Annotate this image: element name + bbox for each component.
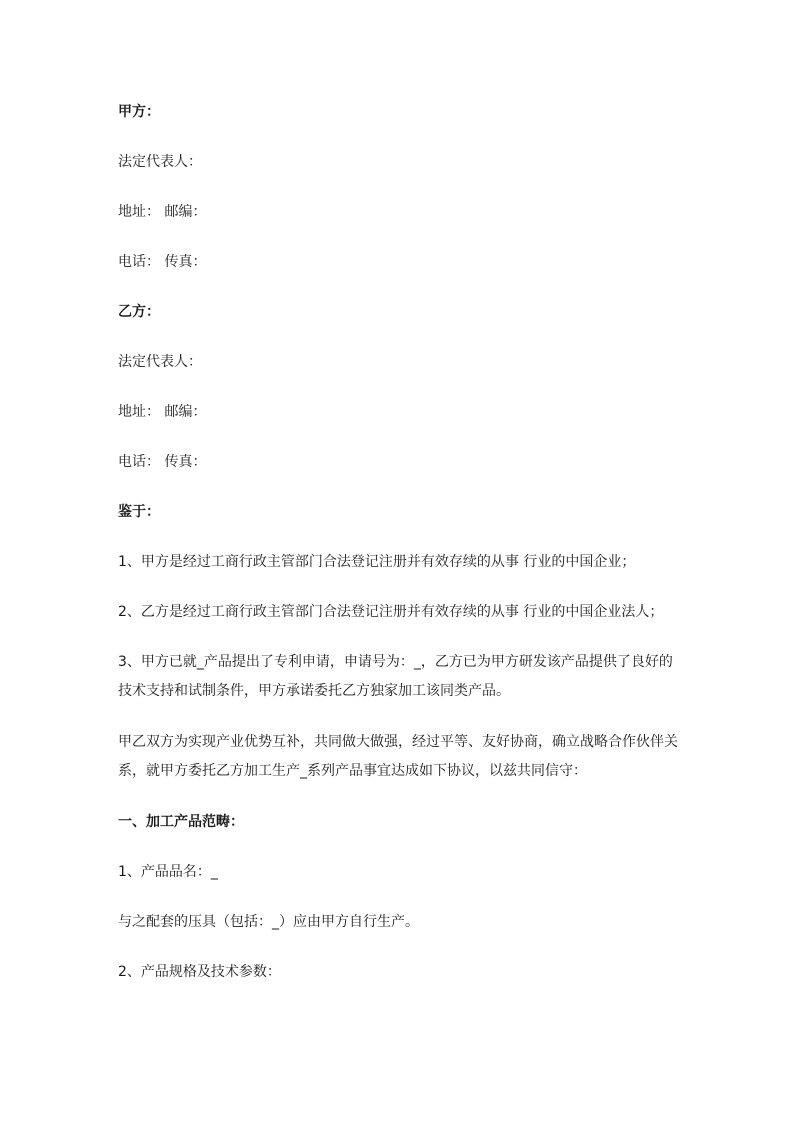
party-a-legal-rep: 法定代表人： <box>118 154 202 170</box>
whereas-item-3-line-1: 3、甲方已就_产品提出了专利申请，申请号为：_，乙方已为甲方研发该产品提供了良好的 <box>118 654 673 670</box>
party-a-heading: 甲方： <box>118 104 160 120</box>
whereas-heading: 鉴于： <box>118 504 160 520</box>
party-b-heading: 乙方： <box>118 304 160 320</box>
whereas-item-3-line-2: 技术支持和试制条件，甲方承诺委托乙方独家加工该同类产品。 <box>118 683 510 699</box>
party-a-phone: 电话： 传真： <box>118 254 207 270</box>
section-1-item-1-note: 与之配套的压具（包括：_）应由甲方自行生产。 <box>118 914 419 930</box>
party-b-legal-rep: 法定代表人： <box>118 354 202 370</box>
party-b-address: 地址： 邮编： <box>118 404 207 420</box>
party-b-phone: 电话： 传真： <box>118 454 207 470</box>
whereas-item-1: 1、甲方是经过工商行政主管部门合法登记注册并有效存续的从事 行业的中国企业； <box>118 554 636 570</box>
whereas-item-2: 2、乙方是经过工商行政主管部门合法登记注册并有效存续的从事 行业的中国企业法人； <box>118 604 664 620</box>
section-1-heading: 一、加工产品范畴： <box>118 814 244 830</box>
party-a-address: 地址： 邮编： <box>118 204 207 220</box>
intro-line-1: 甲乙双方为实现产业优势互补，共同做大做强，经过平等、友好协商，确立战略合作伙伴关 <box>118 734 678 750</box>
intro-line-2: 系，就甲方委托乙方加工生产_系列产品事宜达成如下协议，以兹共同信守： <box>118 763 587 779</box>
section-1-item-1: 1、产品品名：_ <box>118 864 218 880</box>
section-1-item-2: 2、产品规格及技术参数： <box>118 964 281 980</box>
